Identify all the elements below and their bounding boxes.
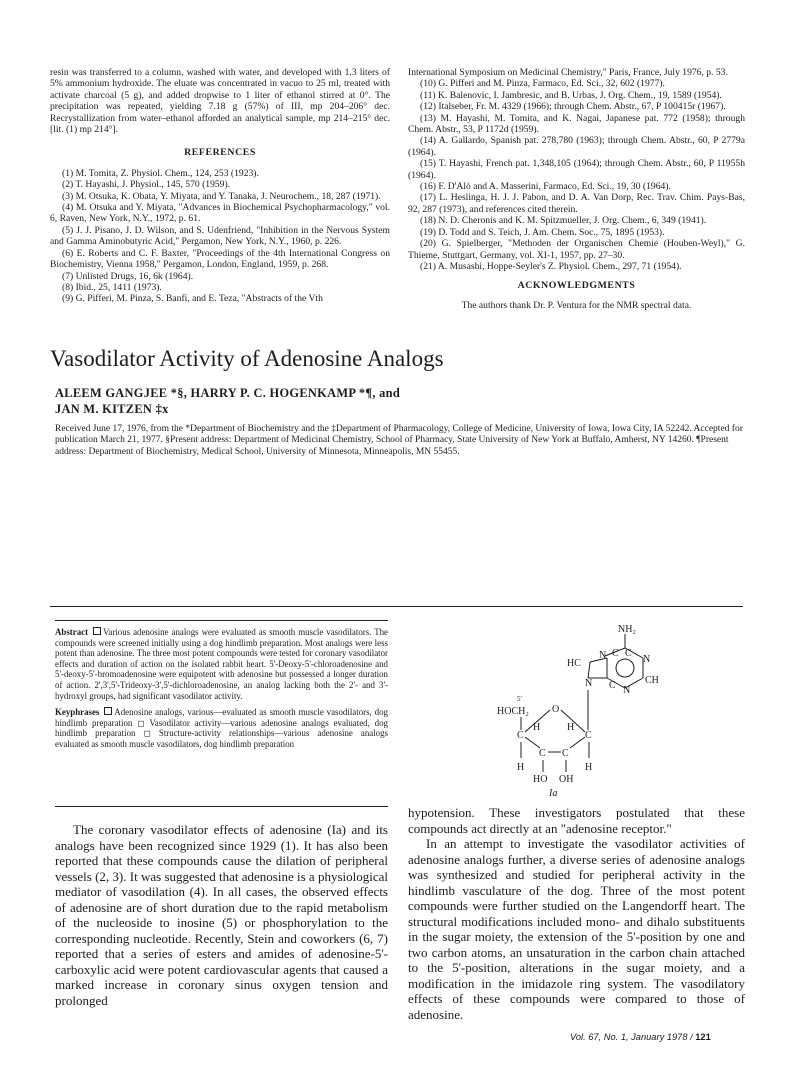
reference-right-10: (20) G. Spielberger, "Methoden der Organischen Chemie (Houben-Weyl)," G. Thieme, Stuttgart, Germany, vol. XI-1, 1957, pp. 27–30. xyxy=(408,238,745,261)
body-left-column xyxy=(55,822,388,1008)
reference-right-5: (15) T. Hayashi, French pat. 1,348,105 (1964); through Chem. Abstr., 60, P 11955h (1964). xyxy=(408,158,745,181)
reference-left-6: (7) Unlisted Drugs, 16, 6k (1964). xyxy=(62,270,194,282)
body-right-paragraph-2: In an attempt to investigate the vasodilator activities of adenosine analogs further, a diverse series of adenosine analogs was synthesized and studied for peripheral activity in the hindlimb vasculature of the dog. Three of the most potent compounds were further studied on the Langendorff heart. The structural modifications included mono- and dihalo substituents in the sugar moiety, the extension of the 5'-position by one and two carbon atoms, an unsaturation in the carbon chain attached to the 5'-position, alterations in the sugar moiety, and a modification in the imidazole ring system. The vasodilatory effects of these compounds were compared to those of adenosine. xyxy=(408,836,745,1022)
body-right-paragraph-1: hypotension. These investigators postulated that these compounds act directly at an "adenosine receptor." xyxy=(408,805,745,836)
abstract-label: Abstract xyxy=(55,627,89,637)
structure-c5: C xyxy=(612,648,619,659)
reference-left-2: (3) M. Otsuka, K. Obata, Y. Miyata, and Y. Tanaka, J. Neurochem., 18, 287 (1971). xyxy=(62,190,381,202)
reference-right-9: (19) D. Todd and S. Teich, J. Am. Chem. Soc., 75, 1895 (1953). xyxy=(420,226,665,238)
structure-label: Ia xyxy=(549,788,558,798)
reference-left-5: (6) E. Roberts and C. F. Baxter, "Proceedings of the 4th International Congress on Biochemistry, Vienna 1958," Pergamon, London, England, 1959, p. 268. xyxy=(50,247,390,271)
reference-left-4: (5) J. J. Pisano, J. D. Wilson, and S. Udenfriend, "Inhibition in the Nervous System and Gamma Aminobutyric Acid," Pergamon, New York, N.Y., 1960, p. 226. xyxy=(50,224,390,248)
references-heading: REFERENCES xyxy=(184,147,256,159)
header-divider xyxy=(50,606,743,607)
abstract xyxy=(55,627,388,701)
structure-n3: N xyxy=(623,685,631,696)
experimental-continued-text: resin was transferred to a column, washed with water, and developed with 1.3 liters of 5% ammonium hydroxide. The eluate was concentrated in vacuo to 25 ml, treated with activate charcoal (5 g), and added dropwise to 1 liter of ethanol stirred at 0°. The precipitation was repeated, yielding 7.18 g (57%) of III, mp 204–206° dec. Recrystallization from water–ethanol afforded an analytical sample, mp 214–215° dec. [lit. (1) mp 214°]. xyxy=(50,67,390,136)
structure-ring-oxygen: O xyxy=(552,704,560,715)
adenosine-structure-diagram xyxy=(455,620,685,798)
footer-page-number: 121 xyxy=(695,1032,711,1042)
structure-h1: H xyxy=(567,722,575,733)
page-footer xyxy=(570,1032,711,1042)
keyphrases-text: Adenosine analogs, various—evaluated as smooth muscle vasodilators, dog hindlimb preparation ◻ Vasodilator activity—various adenosine analogs evaluated, dog hindlimb preparation ◻ Structure-activity relationships—various adenosine analogs evaluated as smooth muscle vasodilators, dog hindlimb preparation xyxy=(55,707,388,749)
references-list-left xyxy=(50,168,390,305)
abstract-box xyxy=(55,620,388,807)
keyphrases-label: Keyphrases xyxy=(55,707,100,718)
reference-left-0: (1) M. Tomita, Z. Physiol. Chem., 124, 253 (1923). xyxy=(62,167,259,179)
structure-hoch2: HOCH₂ xyxy=(497,706,529,717)
acknowledgments-heading: ACKNOWLEDGMENTS xyxy=(517,280,636,292)
structure-ho: HO xyxy=(533,774,548,785)
reference-left-3: (4) M. Otsuka and Y. Miyata, "Advances in Biochemical Psychopharmacology," vol. 6, Raven, New York, N.Y., 1972, p. 61. xyxy=(50,202,390,225)
reference-right-0: (10) G. Pifferi and M. Pinza, Farmaco, Ed. Sci., 32, 602 (1977). xyxy=(420,78,665,90)
references-list-right xyxy=(408,78,745,272)
reference-left-7: (8) Ibid., 25, 1411 (1973). xyxy=(62,281,162,293)
reference-right-8: (18) N. D. Cheronis and K. M. Spitzmueller, J. Org. Chem., 6, 349 (1941). xyxy=(420,215,707,227)
reference-left-1: (2) T. Hayashi, J. Physiol., 145, 570 (1959). xyxy=(62,179,231,191)
previous-article-left-column xyxy=(50,67,390,305)
footer-journal: Vol. 67, No. 1, January 1978 / xyxy=(570,1032,693,1042)
authors xyxy=(55,385,400,417)
structure-nh2: NH₂ xyxy=(618,624,636,635)
reference-right-7: (17) L. Heslinga, H. J. J. Pabon, and D. A. Van Dorp, Rec. Trav. Chim. Pays-Bas, 92, 287 (1973), and references cited therein. xyxy=(408,192,745,215)
previous-article-right-column xyxy=(408,67,745,311)
reference-right-4: (14) A. Gallardo, Spanish pat. 278,780 (1963); through Chem. Abstr., 60, P 2779a (1964). xyxy=(408,135,745,158)
structure-5prime: 5' xyxy=(517,695,522,703)
reference-right-2: (12) Italseber, Fr. M. 4329 (1966); through Chem. Abstr., 67, P 100415r (1967). xyxy=(420,101,726,113)
abstract-text: Various adenosine analogs were evaluated as smooth muscle vasodilators. The compounds were screened initially using a dog hindlimb preparation. Most analogs were less potent than adenosine. The three most potent compounds were tested for coronary vasodilator effects and duration of action on the isolated rabbit heart. 5'-Deoxy-5'-chloroadenosine and 5'-deoxy-5'-bromoadenosine were equipotent with adenosine but possessed a longer duration of action. 2',3',5'-Trideoxy-3',5'-dichloroadenosine, an analog lacking both the 2'- and 3'-hydroxyl groups, had significant vasodilator activity. xyxy=(55,627,388,701)
authors-line-1: ALEEM GANGJEE *§, HARRY P. C. HOGENKAMP *¶, and xyxy=(55,386,401,400)
structure-c4prime: C xyxy=(517,730,524,741)
reference-right-1: (11) K. Balenovic, I. Jambresic, and B. Urbas, J. Org. Chem., 19, 1589 (1954). xyxy=(420,89,722,101)
structure-c4: C xyxy=(609,680,616,691)
keyphrases xyxy=(55,707,388,749)
structure-c2prime: C xyxy=(562,748,569,759)
structure-h4: H xyxy=(533,722,541,733)
structure-h4-lower: H xyxy=(517,762,525,773)
reference-left-8: (9) G. Pifferi, M. Pinza, S. Banfi, and E. Teza, "Abstracts of the Vth xyxy=(62,293,323,305)
structure-hc: HC xyxy=(567,658,581,669)
structure-n1: N xyxy=(643,654,651,665)
reference-right-3: (13) M. Hayashi, M. Tomita, and K. Nagai, Japanese pat. 772 (1958); through Chem. Abstr., 53, P 1172d (1959). xyxy=(408,112,745,136)
article-title: Vasodilator Activity of Adenosine Analogs xyxy=(50,346,444,371)
structure-oh: OH xyxy=(559,774,574,785)
acknowledgments-text: The authors thank Dr. P. Ventura for the NMR spectral data. xyxy=(461,299,692,311)
reference-right-11: (21) A. Musashi, Hoppe-Seyler's Z. Physiol. Chem., 297, 71 (1954). xyxy=(420,260,682,272)
authors-line-2: JAN M. KITZEN ‡x xyxy=(55,402,169,416)
structure-c3prime: C xyxy=(539,748,546,759)
intro-paragraph: The coronary vasodilator effects of adenosine (Ia) and its analogs have been recognized since 1929 (1). It has also been reported that these compounds cause the dilation of peripheral vessels (2, 3). It was suggested that adenosine is a physiological mediator of vasodilation (4). In all cases, the observed effects of adenosine are of short duration due to the rapid metabolism of the nucleoside to inosine (5) or phosphorylation to the corresponding nucleotide. Recently, Stein and coworkers (6, 7) reported that a series of esters and amides of adenosine-5'-carboxylic acid were potent cardiovascular agents that caused a marked increase in coronary sinus oxygen tension and prolonged xyxy=(55,822,388,1008)
body-right-column xyxy=(408,805,745,1022)
box-bullet-icon xyxy=(104,707,112,715)
structure-ch: CH xyxy=(645,675,659,686)
reference-right-6: (16) F. D'Alò and A. Masserini, Farmaco, Ed. Sci., 19, 30 (1964). xyxy=(420,181,671,193)
box-bullet-icon xyxy=(93,627,101,635)
received-note: Received June 17, 1976, from the *Department of Biochemistry and the ‡Department of Pharmacology, College of Medicine, University of Iowa, Iowa City, IA 52242. Accepted for publication March 21, 1977. §Present address: Department of Medicinal Chemistry, School of Pharmacy, State University of New York at Buffalo, Amherst, NY 14260. ¶Present address: Department of Biochemistry, Medical School, University of Minnesota, Minneapolis, MN 55455. xyxy=(55,424,743,457)
structure-n7: N xyxy=(599,650,607,661)
structure-c1prime: C xyxy=(585,730,592,741)
structure-h1-lower: H xyxy=(585,762,593,773)
reference-9-continued: International Symposium on Medicinal Chemistry," Paris, France, July 1976, p. 53. xyxy=(408,67,728,78)
structure-n9: N xyxy=(585,678,593,689)
structure-c6: C xyxy=(625,648,632,659)
